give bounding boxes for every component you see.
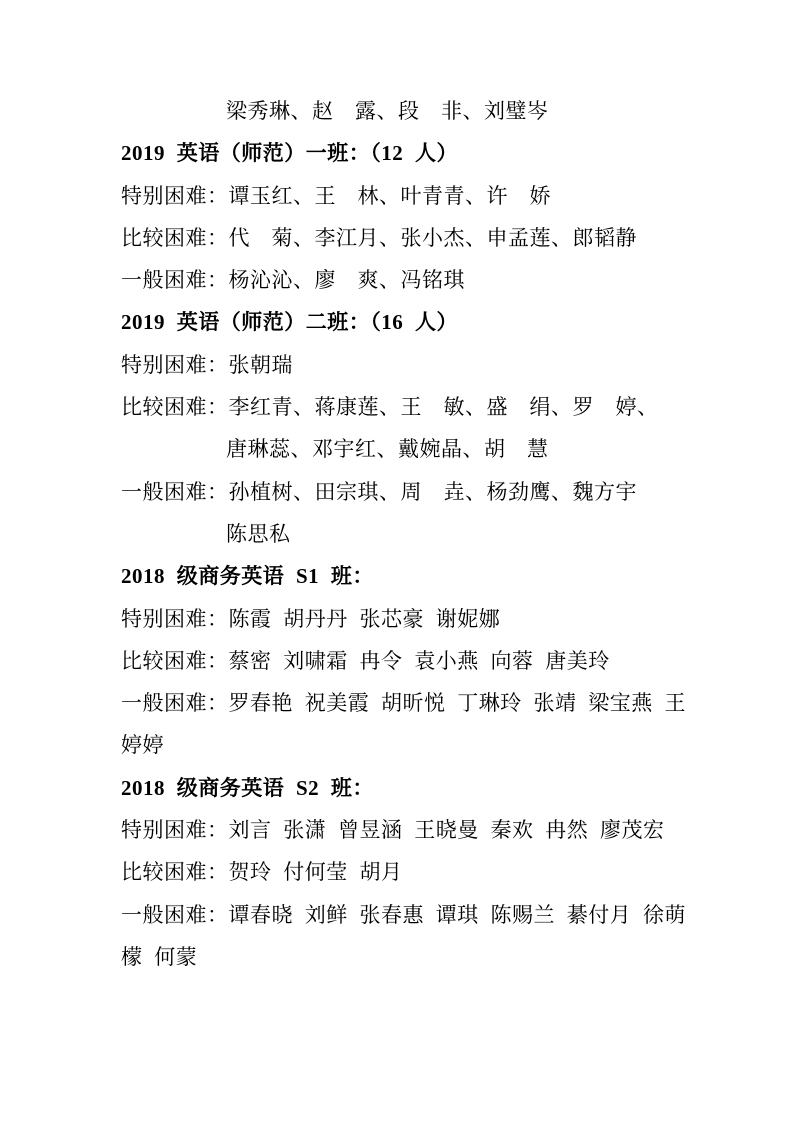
category-row-generally-difficult [121,682,700,724]
category-row-relatively-difficult [121,851,700,893]
category-row-wrap-line [121,936,700,978]
category-label: 一般困难： [121,268,229,293]
student-names: 唐琳蕊、邓宇红、戴婉晶、胡 慧 [226,437,549,462]
class-heading-2019-english-2: 2019 英语（师范）二班：（16 人） [121,310,458,335]
category-row-generally-difficult [121,259,700,301]
student-names: 杨沁沁、廖 爽、冯铭琪 [228,268,465,293]
category-label: 比较困难： [121,225,229,250]
category-row-wrap-line [121,513,700,555]
category-label: 比较困难： [121,648,229,673]
student-names: 檬 何蒙 [121,944,198,969]
category-row-generally-difficult [121,894,700,936]
student-names: 陈霞 胡丹丹 张芯豪 谢妮娜 [228,606,501,631]
student-names: 代 菊、李江月、张小杰、申孟莲、郎韬静 [228,225,637,250]
category-row-relatively-difficult [121,386,700,428]
student-names: 谭春晓 刘鲜 张春惠 谭琪 陈赐兰 綦付月 徐萌 [228,902,686,927]
category-row-relatively-difficult [121,640,700,682]
category-label: 一般困难： [121,902,229,927]
category-label: 比较困难： [121,395,229,420]
class-heading-2018-business-s2: 2018 级商务英语 S2 班： [121,775,374,800]
category-row-especially-difficult [121,175,700,217]
student-names: 蔡密 刘啸霜 冉令 袁小燕 向蓉 唐美玲 [228,648,610,673]
student-names: 刘言 张潇 曾昱涵 王晓曼 秦欢 冉然 廖茂宏 [228,818,665,843]
category-label: 特别困难： [121,183,229,208]
category-row-especially-difficult [121,598,700,640]
category-label: 特别困难： [121,352,229,377]
category-label: 一般困难： [121,691,229,716]
category-label: 特别困难： [121,606,229,631]
student-names: 贺玲 付何莹 胡月 [228,860,403,885]
category-row-generally-difficult [121,471,700,513]
student-names: 张朝瑞 [228,352,293,377]
category-row-relatively-difficult [121,217,700,259]
student-names: 孙植树、田宗琪、周 垚、杨劲鹰、魏方宇 [228,479,637,504]
category-row-especially-difficult [121,344,700,386]
category-row-wrap-line [121,428,700,470]
class-heading-2018-business-s1: 2018 级商务英语 S1 班： [121,564,374,589]
student-names: 谭玉红、王 林、叶青青、许 娇 [228,183,551,208]
category-label: 特别困难： [121,818,229,843]
student-names: 李红青、蒋康莲、王 敏、盛 绢、罗 婷、 [228,395,659,420]
continuation-names-line: 梁秀琳、赵 露、段 非、刘璧岑 [226,99,549,123]
student-names: 陈思私 [226,521,291,546]
student-names: 罗春艳 祝美霞 胡昕悦 丁琳玲 张靖 梁宝燕 王 [228,691,686,716]
category-row-wrap-line [121,724,700,766]
category-label: 比较困难： [121,860,229,885]
category-label: 一般困难： [121,479,229,504]
category-row-especially-difficult [121,809,700,851]
class-heading-2019-english-1: 2019 英语（师范）一班：（12 人） [121,141,458,166]
student-names: 婷婷 [121,733,164,758]
